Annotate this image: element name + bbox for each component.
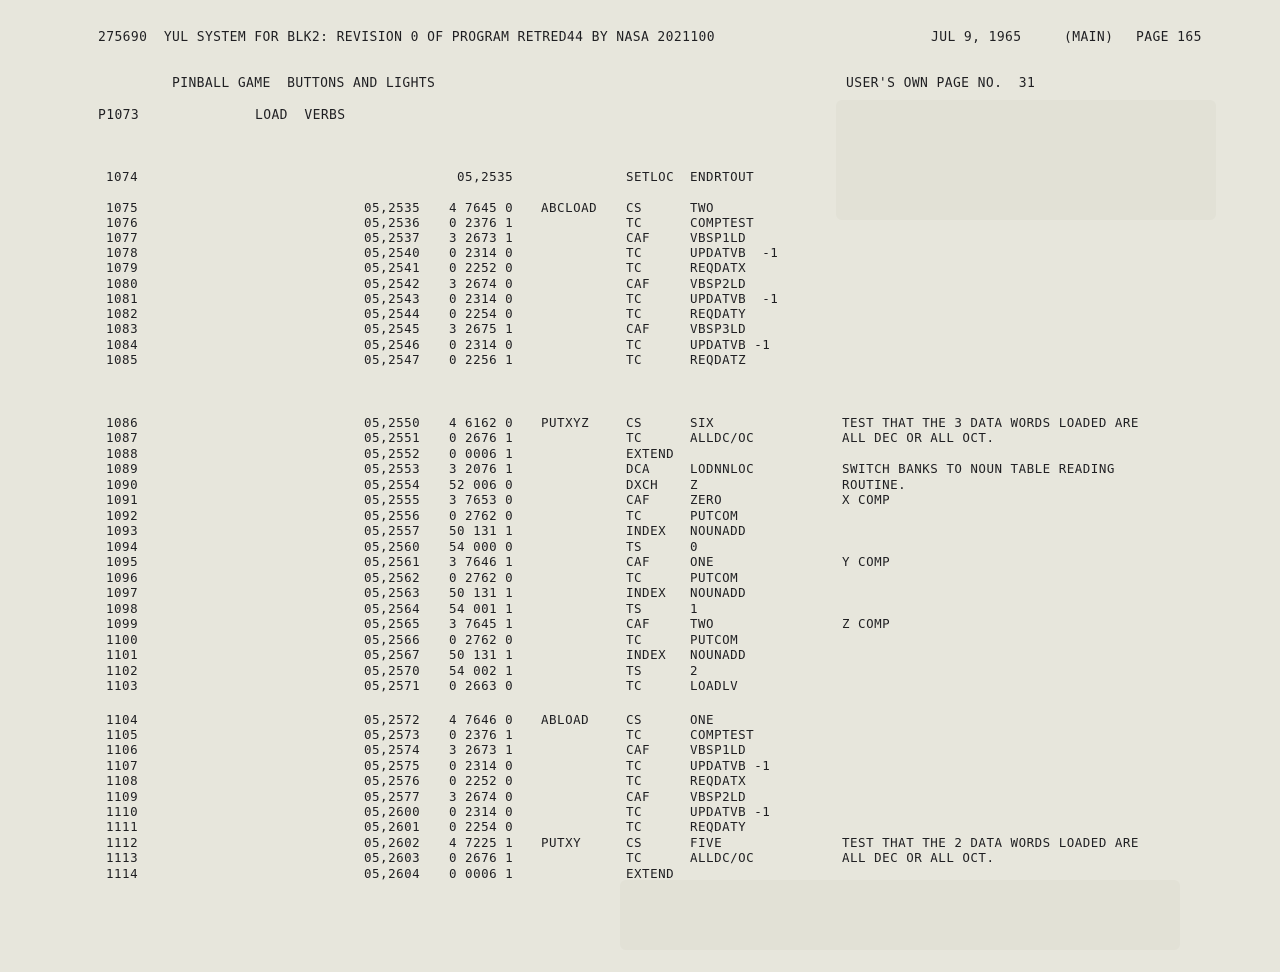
object-code: 3 2673 1 bbox=[449, 230, 514, 245]
listing-line bbox=[0, 866, 1280, 882]
address: 05,2545 bbox=[364, 321, 421, 336]
line-number: 1104 bbox=[106, 712, 139, 727]
listing-line bbox=[0, 321, 1280, 337]
listing-line bbox=[0, 245, 1280, 261]
address: 05,2562 bbox=[364, 570, 421, 585]
line-number: 1112 bbox=[106, 835, 139, 850]
operand: VBSP1LD bbox=[690, 230, 747, 245]
listing-line bbox=[0, 260, 1280, 276]
opcode: TC bbox=[626, 678, 643, 693]
operand: 0 bbox=[690, 539, 699, 554]
operand: REQDATY bbox=[690, 306, 747, 321]
line-number: 1084 bbox=[106, 337, 139, 352]
address: 05,2536 bbox=[364, 215, 421, 230]
operand: COMPTEST bbox=[690, 215, 755, 230]
operand: UPDATVB -1 bbox=[690, 245, 779, 260]
object-code: 54 001 1 bbox=[449, 601, 514, 616]
listing-line bbox=[0, 306, 1280, 322]
listing-line bbox=[0, 712, 1280, 728]
object-code: 0 2254 0 bbox=[449, 306, 514, 321]
address: 05,2552 bbox=[364, 446, 421, 461]
address: 05,2574 bbox=[364, 742, 421, 757]
line-number: 1102 bbox=[106, 663, 139, 678]
line-number: 1107 bbox=[106, 758, 139, 773]
listing-line bbox=[0, 601, 1280, 617]
object-code: 50 131 1 bbox=[449, 523, 514, 538]
line-number: 1106 bbox=[106, 742, 139, 757]
opcode: TC bbox=[626, 245, 643, 260]
opcode: SETLOC bbox=[626, 169, 675, 184]
paper-smudge bbox=[620, 880, 1180, 950]
opcode: CAF bbox=[626, 616, 651, 631]
address: 05,2604 bbox=[364, 866, 421, 881]
address: 05,2535 bbox=[364, 200, 421, 215]
object-code: 3 7653 0 bbox=[449, 492, 514, 507]
opcode: TC bbox=[626, 632, 643, 647]
opcode: TC bbox=[626, 215, 643, 230]
listing-line bbox=[0, 819, 1280, 835]
operand: REQDATY bbox=[690, 819, 747, 834]
object-code: 4 6162 0 bbox=[449, 415, 514, 430]
operand: 1 bbox=[690, 601, 699, 616]
listing-line bbox=[0, 539, 1280, 555]
operand: TWO bbox=[690, 200, 715, 215]
object-code: 0 2762 0 bbox=[449, 508, 514, 523]
operand: FIVE bbox=[690, 835, 723, 850]
object-code: 0 2762 0 bbox=[449, 632, 514, 647]
address: 05,2575 bbox=[364, 758, 421, 773]
opcode: TC bbox=[626, 570, 643, 585]
listing-line bbox=[0, 508, 1280, 524]
object-code: 52 006 0 bbox=[449, 477, 514, 492]
address: 05,2600 bbox=[364, 804, 421, 819]
address: 05,2554 bbox=[364, 477, 421, 492]
line-number: 1082 bbox=[106, 306, 139, 321]
opcode: CAF bbox=[626, 321, 651, 336]
line-number: 1091 bbox=[106, 492, 139, 507]
opcode: CS bbox=[626, 712, 643, 727]
listing-line bbox=[0, 789, 1280, 805]
address: 05,2573 bbox=[364, 727, 421, 742]
opcode: TC bbox=[626, 306, 643, 321]
address: 05,2563 bbox=[364, 585, 421, 600]
address: 05,2564 bbox=[364, 601, 421, 616]
address: 05,2550 bbox=[364, 415, 421, 430]
line-number: 1089 bbox=[106, 461, 139, 476]
opcode: TS bbox=[626, 601, 643, 616]
operand: Z bbox=[690, 477, 699, 492]
operand: ALLDC/OC bbox=[690, 430, 755, 445]
listing-line bbox=[0, 230, 1280, 246]
line-number: 1080 bbox=[106, 276, 139, 291]
address: 05,2540 bbox=[364, 245, 421, 260]
line-number: 1099 bbox=[106, 616, 139, 631]
object-code: 3 7645 1 bbox=[449, 616, 514, 631]
line-number: 1083 bbox=[106, 321, 139, 336]
opcode: CAF bbox=[626, 492, 651, 507]
line-number: 1100 bbox=[106, 632, 139, 647]
symbol-label: PUTXY bbox=[541, 835, 582, 850]
address: 05,2572 bbox=[364, 712, 421, 727]
log-id: P1073 bbox=[98, 108, 140, 123]
operand: REQDATX bbox=[690, 773, 747, 788]
comment: Z COMP bbox=[842, 616, 891, 631]
address: 05,2551 bbox=[364, 430, 421, 445]
operand: VBSP2LD bbox=[690, 789, 747, 804]
line-number: 1098 bbox=[106, 601, 139, 616]
line-number: 1097 bbox=[106, 585, 139, 600]
listing-line bbox=[0, 276, 1280, 292]
comment: TEST THAT THE 2 DATA WORDS LOADED ARE bbox=[842, 835, 1139, 850]
operand: NOUNADD bbox=[690, 585, 747, 600]
operand: PUTCOM bbox=[690, 570, 739, 585]
object-code: 0 2314 0 bbox=[449, 291, 514, 306]
comment: ALL DEC OR ALL OCT. bbox=[842, 430, 995, 445]
comment: TEST THAT THE 3 DATA WORDS LOADED ARE bbox=[842, 415, 1139, 430]
operand: VBSP3LD bbox=[690, 321, 747, 336]
object-code: 54 002 1 bbox=[449, 663, 514, 678]
opcode: TC bbox=[626, 773, 643, 788]
listing-line bbox=[0, 616, 1280, 632]
opcode: TC bbox=[626, 508, 643, 523]
opcode: TC bbox=[626, 804, 643, 819]
header-date: JUL 9, 1965 bbox=[931, 30, 1022, 45]
listing-line bbox=[0, 585, 1280, 601]
address: 05,2577 bbox=[364, 789, 421, 804]
object-code: 4 7645 0 bbox=[449, 200, 514, 215]
opcode: TC bbox=[626, 758, 643, 773]
opcode: TC bbox=[626, 727, 643, 742]
address: 05,2556 bbox=[364, 508, 421, 523]
comment: ROUTINE. bbox=[842, 477, 907, 492]
operand: UPDATVB -1 bbox=[690, 337, 771, 352]
object-code: 3 2674 0 bbox=[449, 789, 514, 804]
listing-line bbox=[0, 850, 1280, 866]
address: 05,2555 bbox=[364, 492, 421, 507]
object-code: 0 2314 0 bbox=[449, 245, 514, 260]
address: 05,2601 bbox=[364, 819, 421, 834]
line-number: 1079 bbox=[106, 260, 139, 275]
opcode: EXTEND bbox=[626, 866, 675, 881]
opcode: TC bbox=[626, 260, 643, 275]
object-code: 0 2252 0 bbox=[449, 773, 514, 788]
operand: PUTCOM bbox=[690, 508, 739, 523]
object-code: 4 7225 1 bbox=[449, 835, 514, 850]
address: 05,2557 bbox=[364, 523, 421, 538]
line-number: 1109 bbox=[106, 789, 139, 804]
operand: ZERO bbox=[690, 492, 723, 507]
object-code: 54 000 0 bbox=[449, 539, 514, 554]
log-section-title: LOAD VERBS bbox=[255, 108, 346, 123]
listing-line bbox=[0, 632, 1280, 648]
object-code: 3 2076 1 bbox=[449, 461, 514, 476]
line-number: 1108 bbox=[106, 773, 139, 788]
object-code: 0 2256 1 bbox=[449, 352, 514, 367]
address: 05,2542 bbox=[364, 276, 421, 291]
line-number: 1092 bbox=[106, 508, 139, 523]
comment: Y COMP bbox=[842, 554, 891, 569]
line-number: 1113 bbox=[106, 850, 139, 865]
address: 05,2570 bbox=[364, 663, 421, 678]
operand: VBSP1LD bbox=[690, 742, 747, 757]
comment: SWITCH BANKS TO NOUN TABLE READING bbox=[842, 461, 1115, 476]
object-code: 0 2314 0 bbox=[449, 804, 514, 819]
operand: LODNNLOC bbox=[690, 461, 755, 476]
line-number: 1093 bbox=[106, 523, 139, 538]
object-code: 0 2376 1 bbox=[449, 215, 514, 230]
operand: LOADLV bbox=[690, 678, 739, 693]
listing-line bbox=[0, 570, 1280, 586]
symbol-label: PUTXYZ bbox=[541, 415, 590, 430]
listing-line bbox=[0, 523, 1280, 539]
listing-line bbox=[0, 758, 1280, 774]
users-own-page: USER'S OWN PAGE NO. 31 bbox=[846, 76, 1036, 91]
line-number: 1110 bbox=[106, 804, 139, 819]
comment: X COMP bbox=[842, 492, 891, 507]
object-code: 0 2676 1 bbox=[449, 850, 514, 865]
opcode: DXCH bbox=[626, 477, 659, 492]
listing-line bbox=[0, 835, 1280, 851]
operand: REQDATZ bbox=[690, 352, 747, 367]
listing-line bbox=[0, 352, 1280, 368]
operand: NOUNADD bbox=[690, 523, 747, 538]
object-code: 0 2254 0 bbox=[449, 819, 514, 834]
address: 05,2537 bbox=[364, 230, 421, 245]
object-code: 0 2314 0 bbox=[449, 758, 514, 773]
listing-line bbox=[0, 446, 1280, 462]
opcode: TC bbox=[626, 291, 643, 306]
listing-line bbox=[0, 727, 1280, 743]
listing-line bbox=[0, 291, 1280, 307]
header-main: (MAIN) bbox=[1064, 30, 1114, 45]
opcode: TS bbox=[626, 663, 643, 678]
opcode: INDEX bbox=[626, 585, 667, 600]
operand: PUTCOM bbox=[690, 632, 739, 647]
address: 05,2603 bbox=[364, 850, 421, 865]
opcode: CAF bbox=[626, 789, 651, 804]
opcode: CAF bbox=[626, 742, 651, 757]
address: 05,2547 bbox=[364, 352, 421, 367]
line-number: 1101 bbox=[106, 647, 139, 662]
comment: ALL DEC OR ALL OCT. bbox=[842, 850, 995, 865]
object-code: 0 2314 0 bbox=[449, 337, 514, 352]
line-number: 1094 bbox=[106, 539, 139, 554]
section-title: PINBALL GAME BUTTONS AND LIGHTS bbox=[172, 76, 436, 91]
opcode: TC bbox=[626, 337, 643, 352]
listing-line bbox=[0, 663, 1280, 679]
header-title: 275690 YUL SYSTEM FOR BLK2: REVISION 0 OF PROGRAM RETRED44 BY NASA 2021100 bbox=[98, 30, 715, 45]
address: 05,2571 bbox=[364, 678, 421, 693]
opcode: TC bbox=[626, 850, 643, 865]
line-number: 1090 bbox=[106, 477, 139, 492]
address: 05,2541 bbox=[364, 260, 421, 275]
address: 05,2544 bbox=[364, 306, 421, 321]
opcode: INDEX bbox=[626, 523, 667, 538]
operand: NOUNADD bbox=[690, 647, 747, 662]
operand: ALLDC/OC bbox=[690, 850, 755, 865]
listing-line bbox=[0, 415, 1280, 431]
line-number: 1096 bbox=[106, 570, 139, 585]
line-number: 1095 bbox=[106, 554, 139, 569]
line-number: 1103 bbox=[106, 678, 139, 693]
opcode: INDEX bbox=[626, 647, 667, 662]
address: 05,2565 bbox=[364, 616, 421, 631]
object-code: 0 0006 1 bbox=[449, 866, 514, 881]
object-code: 50 131 1 bbox=[449, 647, 514, 662]
line-number: 1086 bbox=[106, 415, 139, 430]
listing-line bbox=[0, 430, 1280, 446]
operand: SIX bbox=[690, 415, 715, 430]
operand: 2 bbox=[690, 663, 699, 678]
object-code: 0 2762 0 bbox=[449, 570, 514, 585]
operand: UPDATVB -1 bbox=[690, 291, 779, 306]
opcode: CAF bbox=[626, 554, 651, 569]
listing-line bbox=[0, 492, 1280, 508]
operand: UPDATVB -1 bbox=[690, 758, 771, 773]
object-code: 0 2663 0 bbox=[449, 678, 514, 693]
opcode: CS bbox=[626, 200, 643, 215]
line-number: 1077 bbox=[106, 230, 139, 245]
line-number: 1087 bbox=[106, 430, 139, 445]
address: 05,2560 bbox=[364, 539, 421, 554]
line-number: 1085 bbox=[106, 352, 139, 367]
opcode: TS bbox=[626, 539, 643, 554]
opcode: CS bbox=[626, 415, 643, 430]
operand: UPDATVB -1 bbox=[690, 804, 771, 819]
line-number: 1078 bbox=[106, 245, 139, 260]
listing-line bbox=[0, 678, 1280, 694]
line-number: 1114 bbox=[106, 866, 139, 881]
object-code: 0 2676 1 bbox=[449, 430, 514, 445]
opcode: DCA bbox=[626, 461, 651, 476]
listing-line bbox=[0, 169, 1280, 185]
line-number: 1074 bbox=[106, 169, 139, 184]
line-number: 1105 bbox=[106, 727, 139, 742]
object-code: 4 7646 0 bbox=[449, 712, 514, 727]
object-code: 3 2673 1 bbox=[449, 742, 514, 757]
listing-line bbox=[0, 742, 1280, 758]
listing-line bbox=[0, 773, 1280, 789]
line-number: 1111 bbox=[106, 819, 139, 834]
listing-line bbox=[0, 461, 1280, 477]
opcode: CAF bbox=[626, 276, 651, 291]
object-code: 3 2674 0 bbox=[449, 276, 514, 291]
opcode: CAF bbox=[626, 230, 651, 245]
address: 05,2561 bbox=[364, 554, 421, 569]
line-number: 1088 bbox=[106, 446, 139, 461]
operand: TWO bbox=[690, 616, 715, 631]
address: 05,2567 bbox=[364, 647, 421, 662]
listing-line bbox=[0, 477, 1280, 493]
address: 05,2566 bbox=[364, 632, 421, 647]
object-code: 3 2675 1 bbox=[449, 321, 514, 336]
operand: ENDRTOUT bbox=[690, 169, 755, 184]
opcode: TC bbox=[626, 819, 643, 834]
line-number: 1076 bbox=[106, 215, 139, 230]
object-code: 0 0006 1 bbox=[449, 446, 514, 461]
header-page: PAGE 165 bbox=[1136, 30, 1202, 45]
listing-line bbox=[0, 804, 1280, 820]
setloc-address: 05,2535 bbox=[457, 169, 514, 184]
line-number: 1075 bbox=[106, 200, 139, 215]
address: 05,2543 bbox=[364, 291, 421, 306]
symbol-label: ABLOAD bbox=[541, 712, 590, 727]
opcode: TC bbox=[626, 352, 643, 367]
operand: VBSP2LD bbox=[690, 276, 747, 291]
listing-line bbox=[0, 200, 1280, 216]
address: 05,2602 bbox=[364, 835, 421, 850]
listing-line bbox=[0, 647, 1280, 663]
object-code: 0 2376 1 bbox=[449, 727, 514, 742]
operand: ONE bbox=[690, 554, 715, 569]
object-code: 0 2252 0 bbox=[449, 260, 514, 275]
line-number: 1081 bbox=[106, 291, 139, 306]
symbol-label: ABCLOAD bbox=[541, 200, 598, 215]
operand: REQDATX bbox=[690, 260, 747, 275]
opcode: TC bbox=[626, 430, 643, 445]
object-code: 3 7646 1 bbox=[449, 554, 514, 569]
listing-line bbox=[0, 554, 1280, 570]
operand: ONE bbox=[690, 712, 715, 727]
listing-line bbox=[0, 337, 1280, 353]
operand: COMPTEST bbox=[690, 727, 755, 742]
object-code: 50 131 1 bbox=[449, 585, 514, 600]
address: 05,2546 bbox=[364, 337, 421, 352]
listing-line bbox=[0, 215, 1280, 231]
opcode: CS bbox=[626, 835, 643, 850]
address: 05,2553 bbox=[364, 461, 421, 476]
address: 05,2576 bbox=[364, 773, 421, 788]
opcode: EXTEND bbox=[626, 446, 675, 461]
